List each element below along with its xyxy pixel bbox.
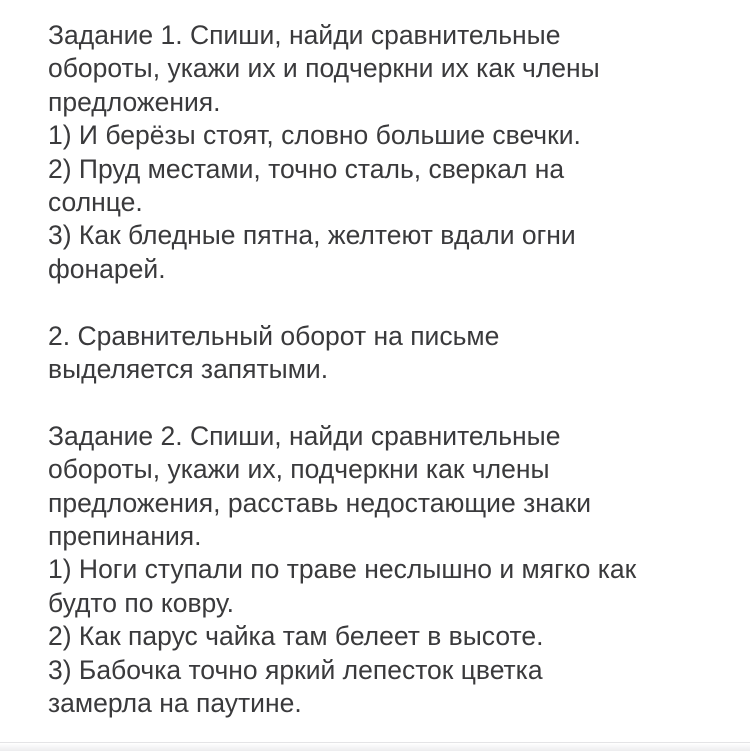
task-2-heading-line-2: обороты, укажи их, подчеркни как члены [48,454,550,485]
task-1-item-2-line-2: солнце. [48,187,143,218]
task-2-item-1-line-2: будто по ковру. [48,587,234,618]
task-1-block [48,19,738,286]
note-text [48,19,738,721]
rule-2-line-2: выделяется запятыми. [48,354,329,385]
task-2-block [48,420,738,721]
task-1-item-3-line-1: 3) Как бледные пятна, желтеют вдали огни [48,220,576,251]
blank-line [48,386,738,419]
task-2-item-3-line-1: 3) Бабочка точно яркий лепесток цветка [48,654,543,685]
rule-2-block [48,320,738,387]
task-2-item-3-line-2: замерла на паутине. [48,688,302,719]
task-2-heading-line-4: препинания. [48,521,202,552]
task-1-item-3-line-2: фонарей. [48,253,166,284]
task-2-heading-line-3: предложения, расставь недостающие знаки [48,487,592,518]
blank-line [48,286,738,319]
task-1-item-2-line-1: 2) Пруд местами, точно сталь, сверкал на [48,153,565,184]
bottom-divider [0,742,750,751]
task-1-heading-line-1: Задание 1. Спиши, найди сравнительные [48,20,561,50]
task-1-heading-line-2: обороты, укажи их и подчеркни их как члены [48,53,600,84]
task-2-item-1-line-1: 1) Ноги ступали по траве неслышно и мягко как [48,554,637,585]
rule-2-line-1: 2. Сравнительный оборот на письме [48,320,500,351]
task-2-item-2: 2) Как парус чайка там белеет в высоте. [48,621,544,652]
task-1-heading-line-3: предложения. [48,86,221,117]
task-1-item-1: 1) И берёзы стоят, словно большие свечки. [48,120,581,151]
task-2-heading-line-1: Задание 2. Спиши, найди сравнительные [48,420,561,451]
